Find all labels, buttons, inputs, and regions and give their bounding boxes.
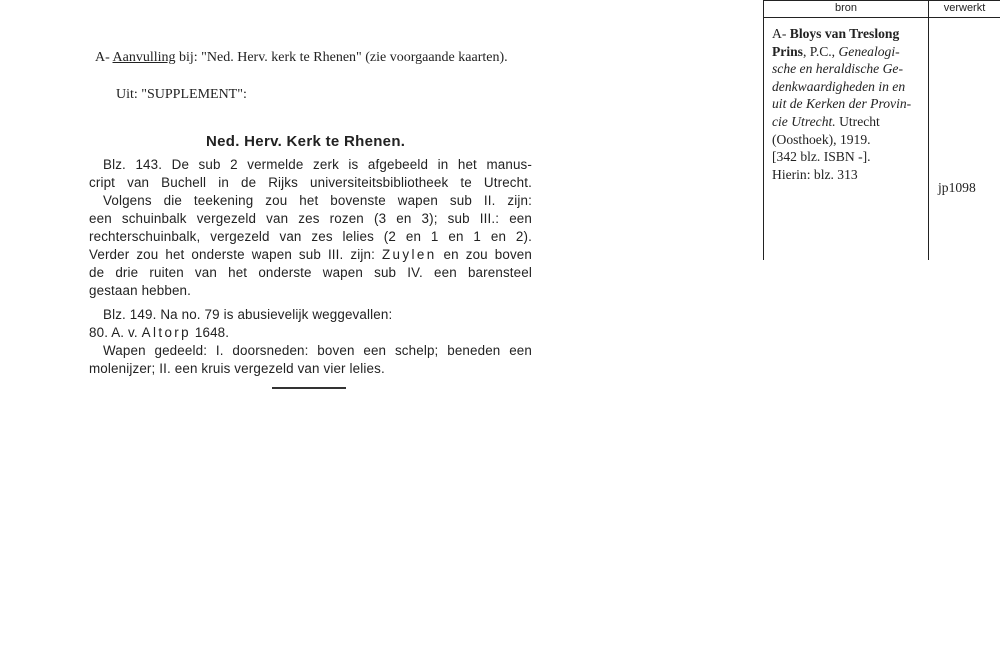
bron-line	[772, 43, 928, 61]
table-left-border	[763, 0, 764, 260]
bron-initials: , P.C.,	[802, 43, 839, 59]
bron-author: Bloys van Treslong	[789, 26, 900, 41]
bron-line	[772, 25, 928, 43]
bron-title: uit de Kerken der Provin-	[772, 96, 912, 112]
body-line: molenijzer; II. een kruis vergezeld van vier lelies.	[89, 361, 385, 376]
body-text-segment: 80. A. v.	[89, 325, 142, 340]
bron-line	[772, 78, 928, 96]
intro-line	[95, 50, 508, 66]
table-header-divider	[763, 17, 1000, 18]
family-name-spaced: Zuylen	[381, 247, 437, 262]
table-column-divider	[928, 0, 929, 260]
closing-rule	[272, 387, 346, 389]
source-label: Uit: "SUPPLEMENT":	[116, 87, 247, 102]
bron-title: Genealogi-	[838, 43, 900, 59]
bron-cell	[772, 25, 928, 183]
body-text-segment: Verder zou het onderste wapen sub III. zijn:	[89, 247, 382, 262]
bron-title: denkwaardigheden in en	[772, 78, 906, 94]
bron-title: sche en heraldische Ge-	[772, 61, 903, 77]
bron-place: Utrecht	[835, 113, 880, 129]
body-line: Volgens die teekening zou het bovenste wapen sub II. zijn:	[103, 193, 532, 208]
body-line: de drie ruiten van het onderste wapen sub IV. een barensteel	[89, 265, 532, 280]
body-line: gestaan hebben.	[89, 283, 192, 298]
header-bron: bron	[834, 2, 858, 14]
family-name-spaced: Altorp	[141, 325, 192, 340]
intro-underlined-word: Aanvulling	[112, 50, 176, 65]
body-line: cript van Buchell in de Rijks universiteitsbibliotheek te Utrecht.	[89, 175, 532, 190]
bron-line: (Oosthoek), 1919.	[772, 131, 871, 147]
table-top-border	[763, 0, 1000, 1]
body-text-segment: 1648.	[191, 325, 230, 340]
body-line	[89, 246, 532, 264]
body-line: een schuinbalk vergezeld van zes rozen (3 en 3); sub III.: een	[89, 211, 532, 226]
body-line: rechterschuinbalk, vergezeld van zes lelies (2 en 1 en 1 en 2).	[89, 229, 532, 244]
header-verwerkt: verwerkt	[943, 2, 986, 14]
body-line: Blz. 149. Na no. 79 is abusievelijk weggevallen:	[103, 307, 393, 322]
bron-line: Hierin: blz. 313	[772, 166, 858, 182]
bron-line	[772, 95, 928, 113]
verwerkt-code: jp1098	[938, 180, 976, 195]
intro-rest: bij: "Ned. Herv. kerk te Rhenen" (zie voorgaande kaarten).	[175, 50, 508, 65]
bron-line	[772, 113, 928, 131]
body-line: Wapen gedeeld: I. doorsneden: boven een schelp; beneden een	[103, 343, 532, 358]
bron-author-cont: Prins	[772, 43, 803, 59]
body-text-segment: en zou boven	[436, 247, 532, 262]
bron-title: cie Utrecht.	[772, 113, 836, 129]
card-body	[89, 156, 532, 378]
section-heading: Ned. Herv. Kerk te Rhenen.	[206, 133, 406, 150]
bron-line	[772, 60, 928, 78]
bron-line: [342 blz. ISBN -].	[772, 149, 871, 165]
body-line: Blz. 143. De sub 2 vermelde zerk is afgebeeld in het manus-	[103, 157, 532, 172]
bron-prefix: A-	[772, 26, 790, 41]
intro-prefix: A-	[95, 50, 113, 65]
body-line	[89, 324, 532, 342]
